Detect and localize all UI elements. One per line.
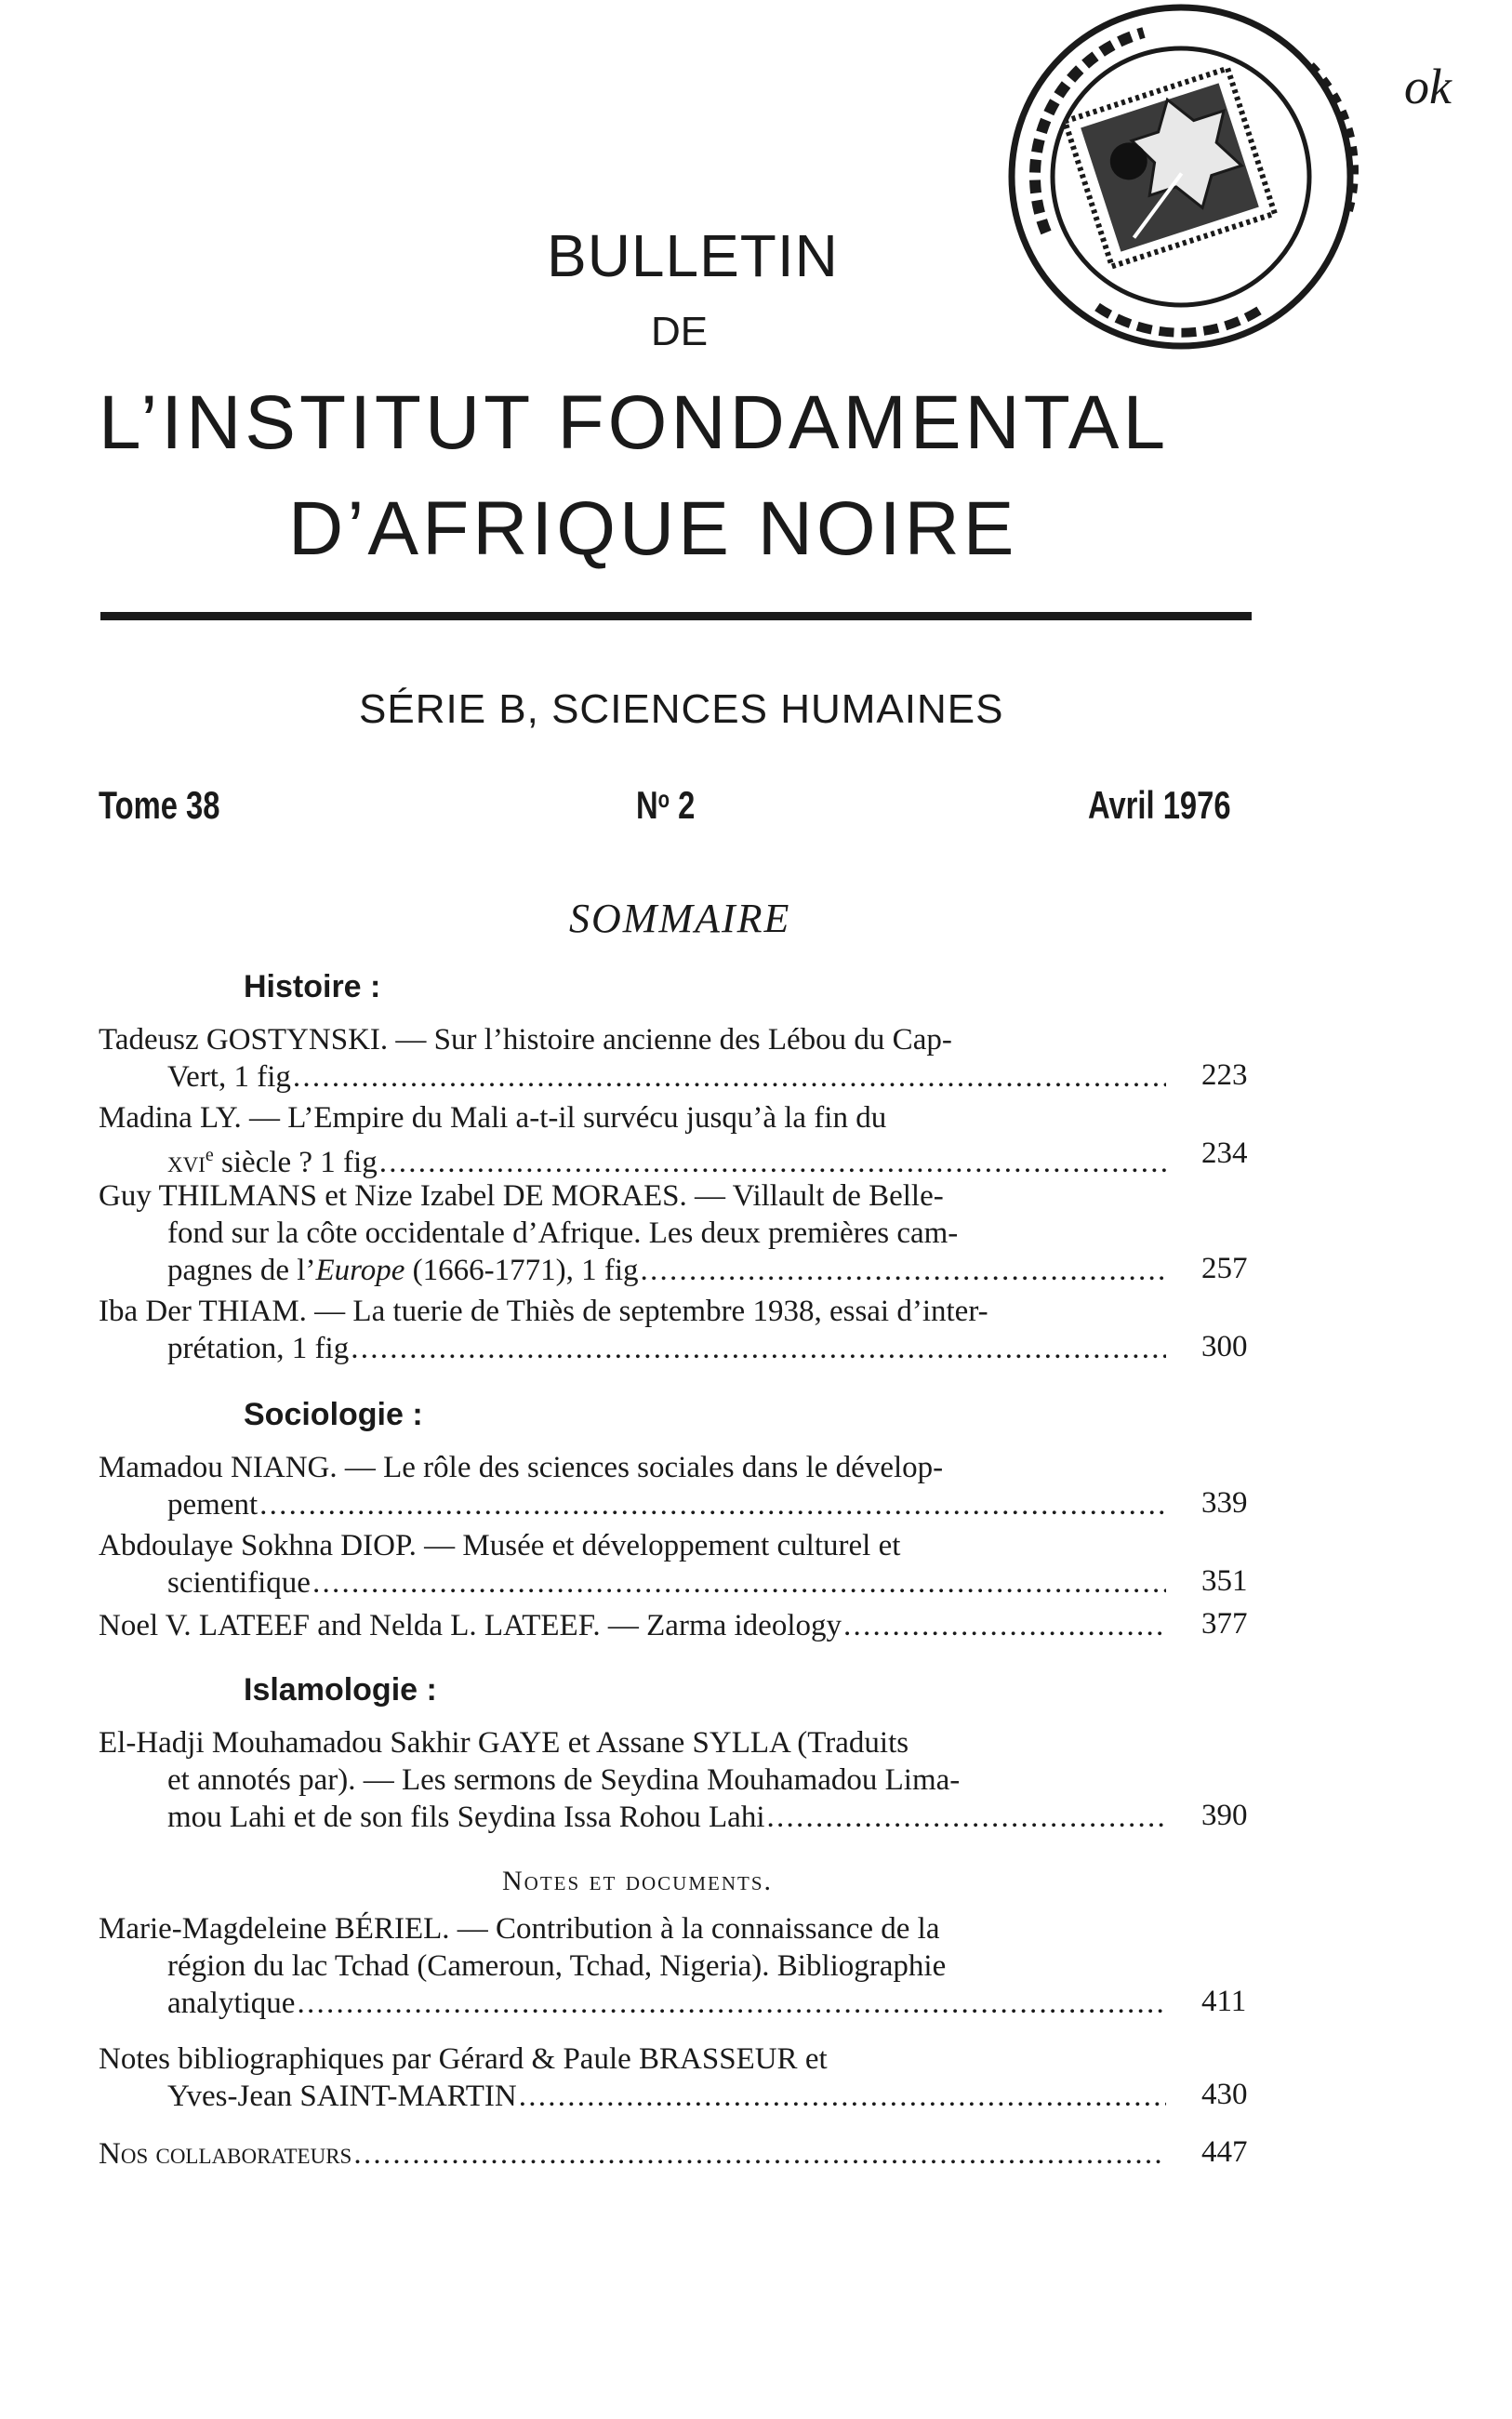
section-histoire: Histoire :: [244, 969, 381, 1004]
toc-entry-ly: Madina LY. — L’Empire du Mali a-t-il survécu jusqu’à la fin du xvi$^e$ siècle ? 1 fig . . .: [99, 1099, 1168, 1181]
bulletin-title-de: DE: [651, 309, 709, 354]
toc-page-339: 339: [1201, 1486, 1248, 1520]
toc-entry-gostynski: Tadeusz GOSTYNSKI. — Sur l’histoire ancienne des Lébou du Cap- Vert, 1 fig . . .: [99, 1021, 1168, 1096]
section-islamologie: Islamologie :: [244, 1672, 437, 1708]
issue-date: Avril 1976: [1088, 783, 1231, 827]
toc-page-377: 377: [1201, 1607, 1248, 1641]
toc-entry-diop: Abdoulaye Sokhna DIOP. — Musée et développement culturel et scientifique . . .: [99, 1527, 1168, 1602]
toc-entry-thiam: Iba Der THIAM. — La tuerie de Thiès de septembre 1938, essai d’inter- prétation, 1 fig . . .: [99, 1293, 1168, 1367]
toc-entry-gaye-sylla: El-Hadji Mouhamadou Sakhir GAYE et Assane SYLLA (Traduits et annotés par). — Les sermons de Seydina Mouhamadou Lima- mou Lahi et de son fils Seydina Issa Rohou Lahi . . .: [99, 1724, 1168, 1836]
header-rule: [100, 612, 1252, 620]
toc-page-351: 351: [1201, 1564, 1248, 1598]
toc-entry-thilmans: Guy THILMANS et Nize Izabel DE MORAES. — Villault de Belle- fond sur la côte occidentale d’Afrique. Les deux premières cam- pagnes de l’Europe (1666-1771), 1 fig . . .: [99, 1177, 1168, 1289]
toc-page-390: 390: [1201, 1799, 1248, 1832]
section-sociologie: Sociologie :: [244, 1397, 423, 1432]
toc-page-300: 300: [1201, 1330, 1248, 1363]
toc-page-234: 234: [1201, 1136, 1248, 1170]
toc-page-223: 223: [1201, 1058, 1248, 1092]
sommaire-heading: SOMMAIRE: [569, 896, 791, 941]
series-title: SÉRIE B, SCIENCES HUMAINES: [359, 686, 1004, 732]
institute-name-line1: L’INSTITUT FONDAMENTAL: [99, 380, 1170, 465]
library-stamp: [958, 0, 1395, 400]
toc-entry-beriel: Marie-Magdeleine BÉRIEL. — Contribution à la connaissance de la région du lac Tchad (Cameroun, Tchad, Nigeria). Bibliographie analytique . . .: [99, 1910, 1168, 2022]
toc-page-447: 447: [1201, 2135, 1248, 2169]
margin-handwritten-note: ok: [1404, 59, 1452, 114]
toc-entry-lateef: Noel V. LATEEF and Nelda L. LATEEF. — Zarma ideology . . .: [99, 1607, 1168, 1644]
notes-documents-heading: Notes et documents.: [502, 1866, 773, 1896]
toc-page-257: 257: [1201, 1252, 1248, 1285]
toc-entry-notes-bibliographiques: Notes bibliographiques par Gérard & Paule BRASSEUR et Yves-Jean SAINT-MARTIN . . .: [99, 2040, 1168, 2115]
toc-entry-niang: Mamadou NIANG. — Le rôle des sciences sociales dans le dévelop- pement . . .: [99, 1449, 1168, 1523]
issue-number: $N^o$ 2: [636, 783, 696, 827]
tome-label: Tome 38: [99, 783, 220, 827]
toc-page-411: 411: [1201, 1985, 1247, 2018]
toc-entry-collaborateurs: Nos collaborateurs . . .: [99, 2135, 1168, 2173]
institute-name-line2: D’AFRIQUE NOIRE: [288, 486, 1018, 571]
bulletin-title: BULLETIN: [547, 222, 839, 289]
toc-page-430: 430: [1201, 2078, 1248, 2111]
